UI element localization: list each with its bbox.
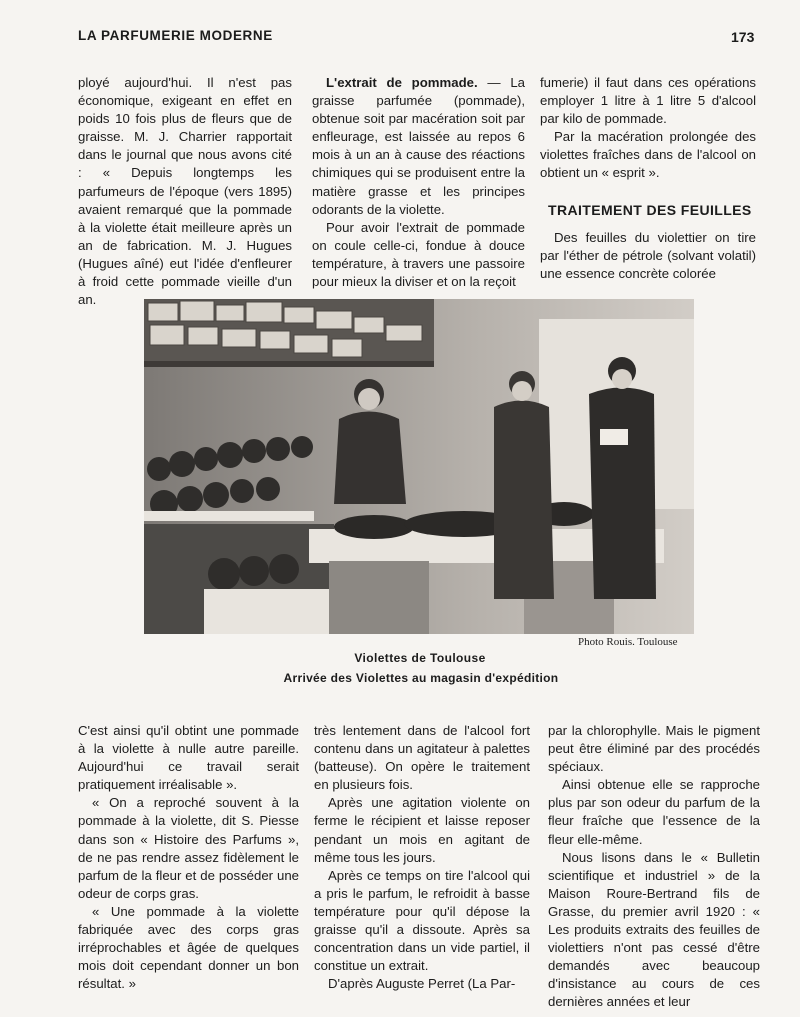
running-header-title: LA PARFUMERIE MODERNE (78, 28, 273, 43)
figure-caption-title: Violettes de Toulouse (354, 651, 486, 665)
paragraph: Ainsi obtenue elle se rapproche plus par son odeur du parfum de la fleur fraîche que l'essence de la fleur elle-même. (548, 777, 760, 847)
paragraph: « Une pommade à la violette fabriquée avec des corps gras irréprochables et âgée de quelques mois doit cependant donner un bon résultat. » (78, 903, 299, 992)
photograph-violet-warehouse (144, 299, 694, 634)
paragraph-text: — La graisse parfumée (pommade), obtenue soit par macération soit par enfleurage, est laissée au repos 6 mois à un an à cause des réactions chimiques qui se produisent entre la matière grasse et les principes odorants de la violette. (312, 75, 525, 217)
figure-caption-subtitle: Arrivée des Violettes au magasin d'expédition (283, 671, 559, 685)
photo-illustration (144, 299, 694, 634)
paragraph: Nous lisons dans le « Bulletin scientifique et industriel » de la Maison Roure-Bertrand fils de Grasse, du premier avril 1920 : « Les produits extraits des feuilles de violettiers n'ont pas cessé d'être demandés avec beaucoup d'insistance au cours de ces dernières années et leur (548, 849, 760, 1010)
bottom-column-2 (314, 722, 530, 993)
paragraph: D'après Auguste Perret (La Par- (328, 976, 516, 992)
paragraph: C'est ainsi qu'il obtint une pommade à la violette à nulle autre pareille. Aujourd'hui ce travail serait pratiquement irréalisable ». (78, 723, 299, 793)
bottom-column-1 (78, 722, 299, 993)
top-column-3 (540, 74, 756, 283)
paragraph: Des feuilles du violettier on tire par l'éther de pétrole (solvant volatil) une essence concrète colorée (540, 229, 756, 281)
paragraph: par la chlorophylle. Mais le pigment peut être éliminé par des procédés spéciaux. (548, 723, 760, 775)
paragraph: Par la macération prolongée des violettes fraîches dans de l'alcool on obtient un « esprit ». (540, 129, 756, 181)
top-column-1 (78, 74, 292, 309)
top-column-2 (312, 74, 525, 291)
page-number: 173 (731, 29, 755, 45)
paragraph: Pour avoir l'extrait de pommade on coule celle-ci, fondue à douce température, à travers une passoire pour mieux la diviser et on la reçoit (312, 219, 525, 290)
paragraph: ployé aujourd'hui. Il n'est pas économique, exigeant en effet en poids 10 fois plus de fleurs que de graisse. M. J. Charrier rapportait dans le journal que nous avons cité : « Depuis longtemps les parfumeurs de l'époque (vers 1895) avaient remarqué que la pommade à la violette était meilleure après un an de fabrication. M. J. Hugues (Hugues aîné) eut l'idée d'enfleurer à froid cette pommade vieille d'un an. (78, 75, 292, 308)
photo-credit: Photo Rouis. Toulouse (578, 636, 678, 648)
paragraph: Après ce temps on tire l'alcool qui a pris le parfum, le refroidit à basse température pour qu'il dépose la graisse qu'il a dissoute. Après sa concentration dans un vide partiel, il constitue un extrait. (314, 867, 530, 974)
section-lead: L'extrait de pommade. (326, 75, 478, 90)
bottom-column-3 (548, 722, 760, 1012)
section-heading: TRAITEMENT DES FEUILLES (548, 201, 752, 218)
paragraph: très lentement dans de l'alcool fort contenu dans un agitateur à palettes (batteuse). On opère le traitement en plusieurs fois. (314, 723, 530, 793)
paragraph (312, 74, 525, 219)
paragraph: Après une agitation violente on ferme le récipient et laisse reposer pendant un mois en agitant de même tous les jours. (314, 795, 530, 865)
paragraph: fumerie) il faut dans ces opérations employer 1 litre à 1 litre 5 d'alcool par kilo de pommade. (540, 75, 756, 127)
paragraph: « On a reproché souvent à la pommade à la violette, dit S. Piesse dans son « Histoire des Parfums », de ne pas rendre assez fidèlement le parfum de la fleur et de posséder une odeur de corps gras. (78, 795, 299, 901)
